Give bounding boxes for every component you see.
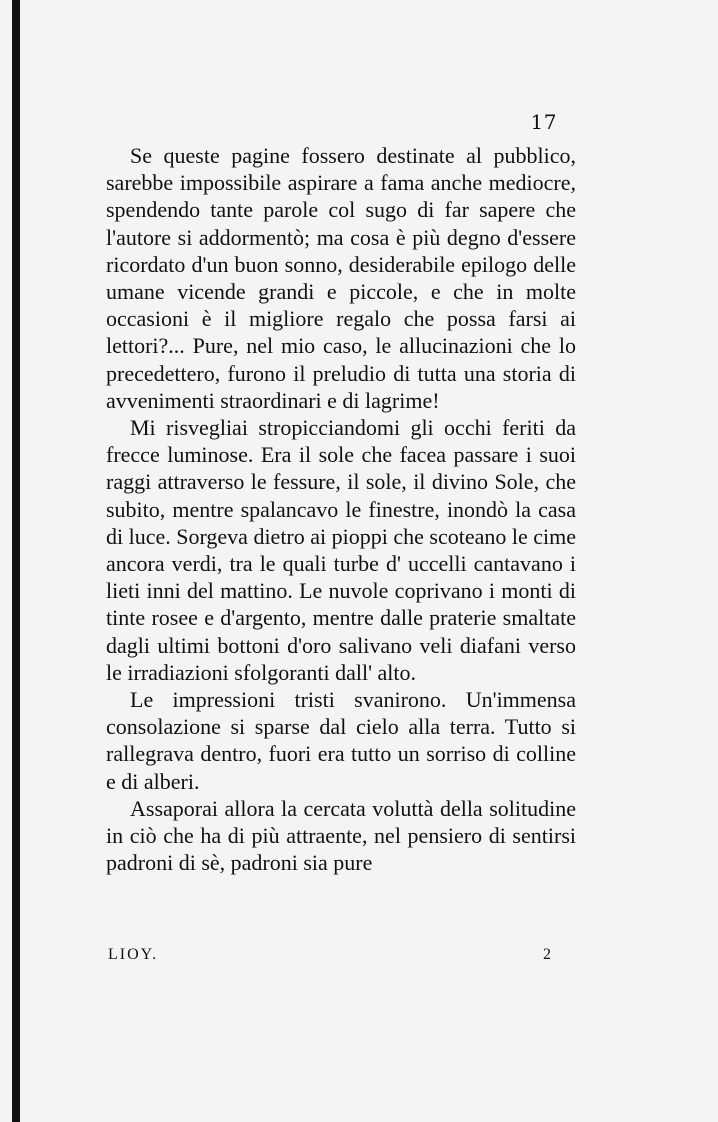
gathering-number: 2 [543, 946, 551, 963]
body-text [106, 142, 576, 876]
paragraph-3: Le impressioni tristi svanirono. Un'immensa consolazione si sparse dal cielo alla terra. Tutto si rallegrava dentro, fuori era tutto un sorriso di colline e di alberi. [106, 687, 576, 794]
paragraph-4: Assaporai allora la cercata voluttà della solitudine in ciò che ha di più attraente, nel pensiero di sentirsi padroni di sè, padroni sia pure [106, 795, 576, 876]
binding-edge-rule [12, 0, 20, 1122]
signature-mark: LIOY. [108, 946, 159, 963]
paragraph-1: Se queste pagine fossero destinate al pubblico, sarebbe impossibile aspirare a fama anche mediocre, spendendo tante parole col sugo di far sapere che l'autore si addormentò; ma cosa è più degno d'essere ricordato d'un buon sonno, desiderabile epilogo delle umane vicende grandi e piccole, e che in molte occasioni è il migliore regalo che possa farsi ai lettori?... Pure, nel mio caso, le allucinazioni che lo precedettero, furono il preludio di tutta una storia di avvenimenti straordinari e di lagrime! [106, 143, 576, 413]
page-number: 17 [530, 110, 557, 134]
paragraph-2: Mi risvegliai stropicciandomi gli occhi feriti da frecce luminose. Era il sole che facea passare i suoi raggi attraverso le fessure, il sole, il divino Sole, che subito, mentre spalancavo le finestre, inondò la casa di luce. Sorgeva dietro ai pioppi che scoteano le cime ancora verdi, tra le quali turbe d' uccelli cantavano i lieti inni del mattino. Le nuvole coprivano i monti di tinte rosee e d'argento, mentre dalle praterie smaltate dagli ultimi bottoni d'oro salivano veli diafani verso le irradiazioni sfolgoranti dall' alto. [106, 415, 576, 685]
